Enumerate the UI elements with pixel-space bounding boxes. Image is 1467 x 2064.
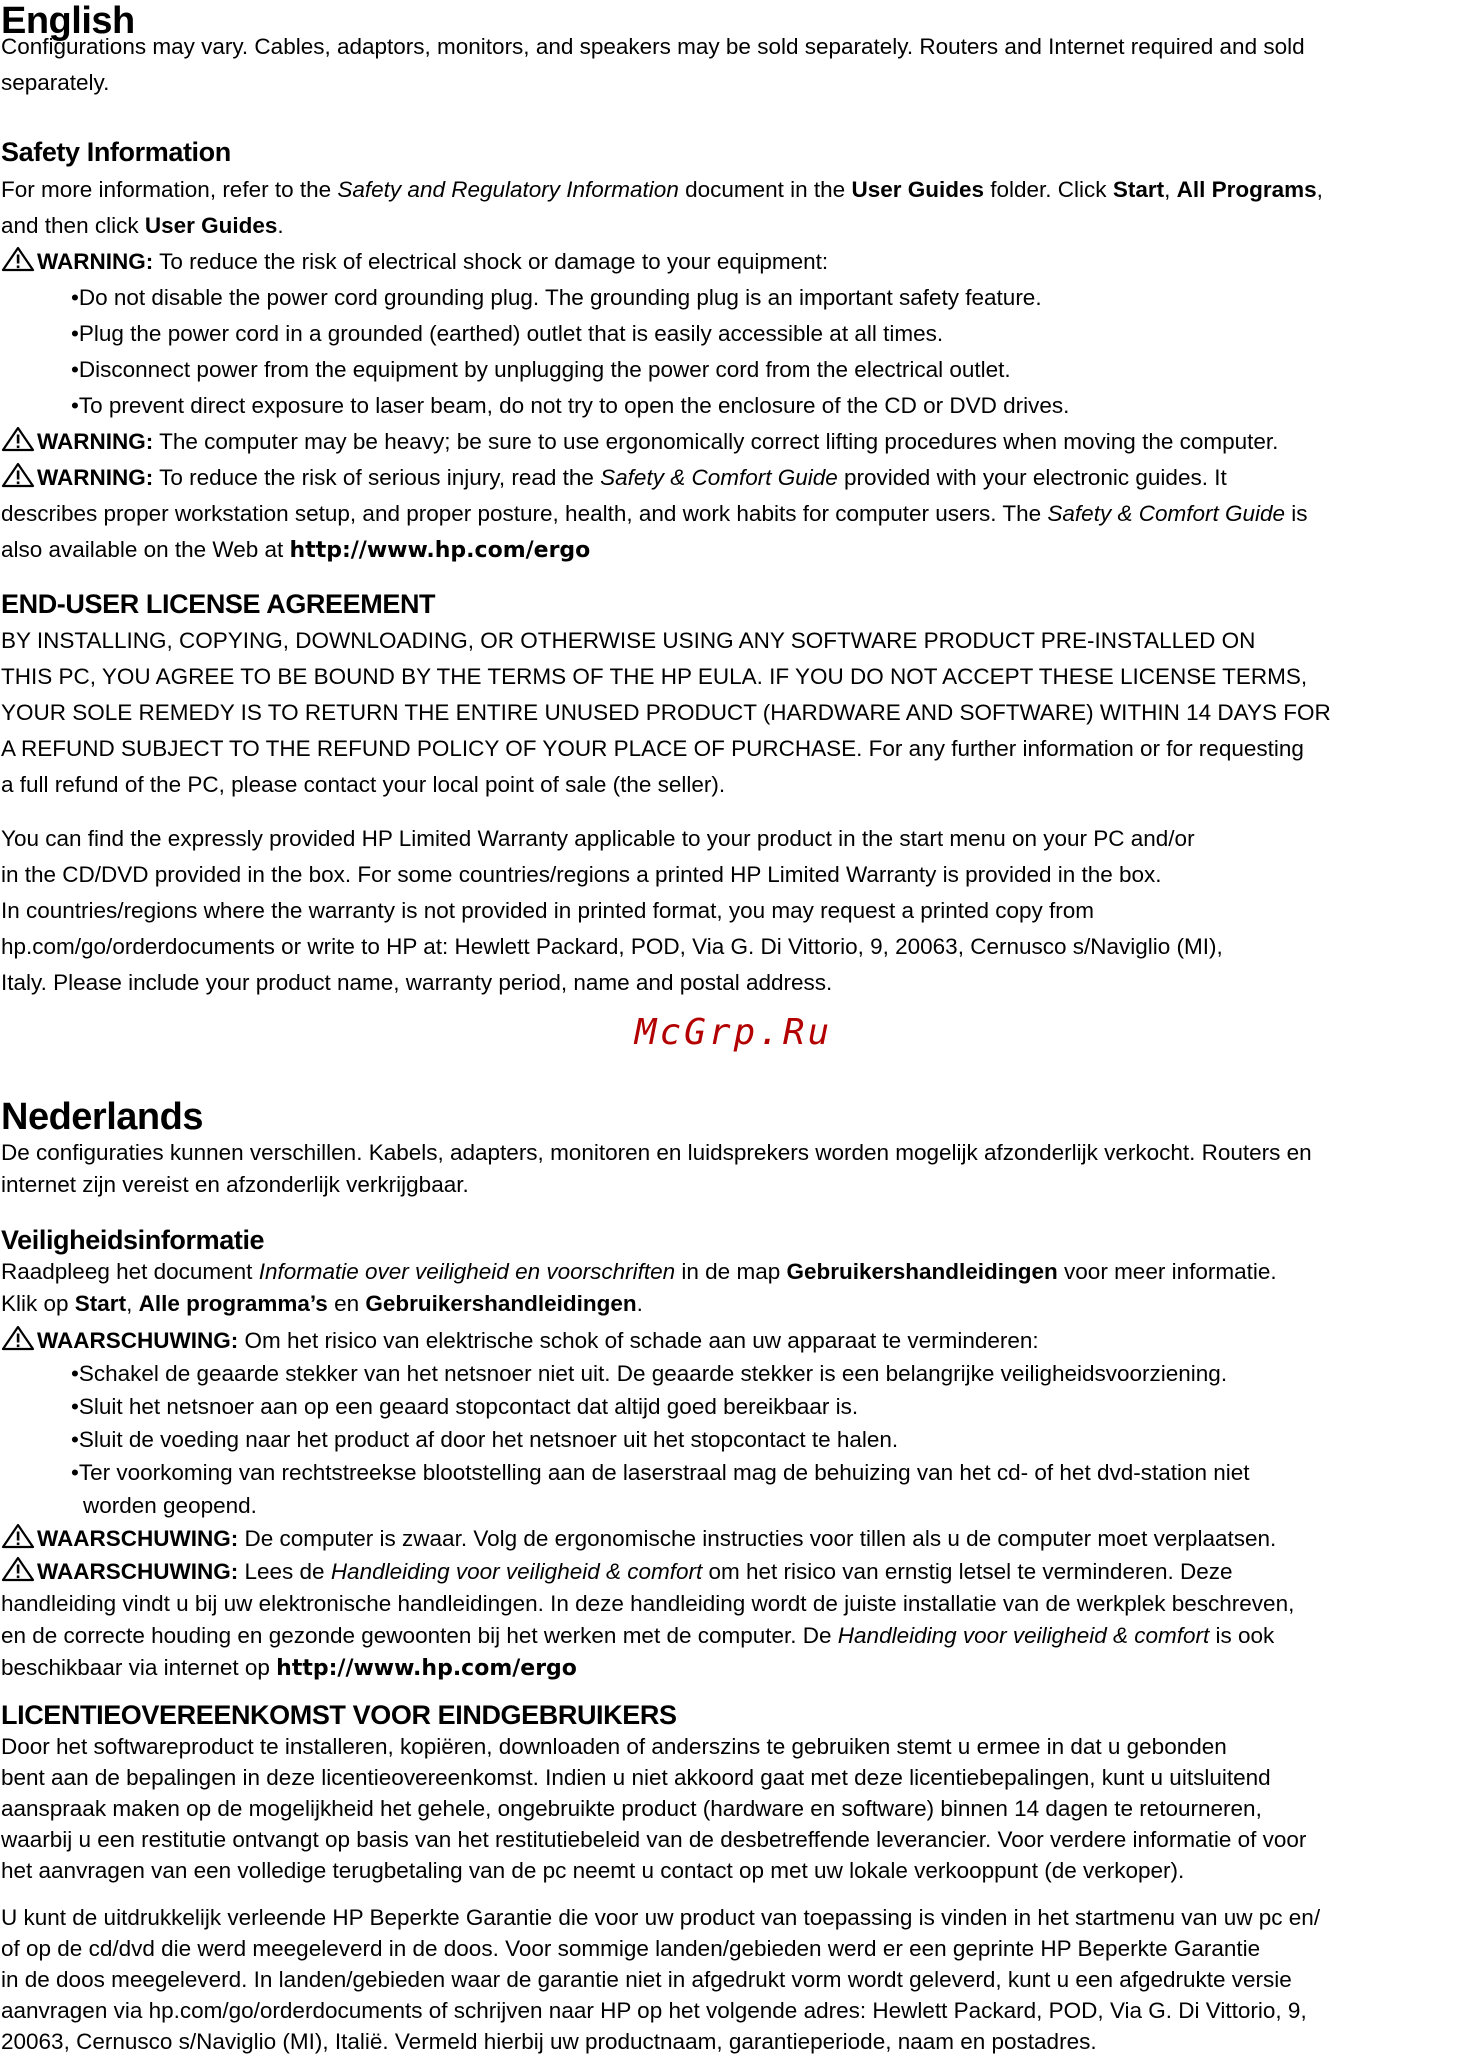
warning-3-cont2: en de correcte houding en gezonde gewoonten bij het werken met de computer. De Handleiding voor veiligheid & comfort is ook [1,1623,1275,1648]
warning-2: WAARSCHUWING: De computer is zwaar. Volg de ergonomische instructies voor tillen als u de computer moet verplaatsen. [1,1522,1467,1556]
warranty-line: In countries/regions where the warranty is not provided in printed format, you may request a printed copy from [1,898,1095,923]
bullet-item: •Sluit de voeding naar het product af door het netsnoer uit het stopcontact te halen. [71,1427,899,1452]
warning-3: WAARSCHUWING: Lees de Handleiding voor veiligheid & comfort om het risico van ernstig letsel te verminderen. Deze [1,1556,1467,1588]
eula-line: waarbij u een restitutie ontvangt op basis van het restitutiebeleid van de desbetreffende leverancier. Voor verdere informatie of voor [1,1827,1307,1852]
warning-1: WAARSCHUWING: Om het risico van elektrische schok of schade aan uw apparaat te verminderen: [1,1324,1467,1357]
eula-line: bent aan de bepalingen in deze licentieovereenkomst. Indien u niet akkoord gaat met deze licentiebepalingen, kunt u uitsluitend [1,1765,1271,1790]
eula-line: A REFUND SUBJECT TO THE REFUND POLICY OF YOUR PLACE OF PURCHASE. For any further information or for requesting [1,736,1304,761]
section-heading-english: English [1,0,135,42]
english-body [1,29,1467,101]
warranty-line: of op de cd/dvd die werd meegeleverd in de doos. Voor sommige landen/gebieden werd er een geprinte HP Beperkte Garantie [1,1936,1261,1961]
bullet-item: •Do not disable the power cord grounding plug. The grounding plug is an important safety feature. [71,285,1042,310]
warning-3-cont: describes proper workstation setup, and proper posture, health, and work habits for computer users. The Safety & Comfort Guide is [1,501,1308,526]
warning-2: WARNING: The computer may be heavy; be sure to use ergonomically correct lifting procedures when moving the computer. [1,424,1467,460]
warranty-line: Italy. Please include your product name, warranty period, name and postal address. [1,970,833,995]
warning-icon [1,1523,37,1549]
bullet-item: •Schakel de geaarde stekker van het netsnoer niet uit. De geaarde stekker is een belangrijke veiligheidsvoorziening. [71,1361,1228,1386]
safety-line-1: For more information, refer to the Safety and Regulatory Information document in the User Guides folder. Click Start, All Programs, [1,177,1323,202]
eula-heading: END-USER LICENSE AGREEMENT [1,589,436,619]
safety-body [1,172,1467,569]
warranty-line: aanvragen via hp.com/go/orderdocuments of schrijven naar HP op het volgende adres: Hewlett Packard, POD, Via G. Di Vittorio, 9, [1,1998,1307,2023]
eula-body-nl [1,1731,1467,1886]
intro-text: De configuraties kunnen verschillen. Kabels, adapters, monitoren en luidsprekers worden mogelijk afzonderlijk verkocht. Routers en [1,1140,1312,1165]
eula-line: aanspraak maken op de mogelijkheid het gehele, ongebruikte product (hardware en software) binnen 14 dagen te retourneren, [1,1796,1262,1821]
safety-body-nl [1,1256,1467,1685]
section-heading-nederlands: Nederlands [1,1096,203,1138]
eula-heading-nl: LICENTIEOVEREENKOMST VOOR EINDGEBRUIKERS [1,1700,677,1730]
bullet-item: •To prevent direct exposure to laser beam, do not try to open the enclosure of the CD or DVD drives. [71,393,1070,418]
watermark: McGrp.Ru [634,1012,833,1053]
bullet-item: •Sluit het netsnoer aan op een geaard stopcontact dat altijd goed bereikbaar is. [71,1394,859,1419]
intro-text-cont: separately. [1,70,110,95]
warning-icon [1,426,37,452]
warning-icon [1,246,37,272]
warranty-line: hp.com/go/orderdocuments or write to HP at: Hewlett Packard, POD, Via G. Di Vittorio, 9, 20063, Cernusco s/Naviglio (MI), [1,934,1223,959]
warranty-line: 20063, Cernusco s/Naviglio (MI), Italië. Vermeld hierbij uw productnaam, garantieperiode, naam en postadres. [1,2029,1097,2054]
safety-line-1: Raadpleeg het document Informatie over veiligheid en voorschriften in de map Gebruikershandleidingen voor meer informatie. [1,1259,1277,1284]
bullet-item: •Disconnect power from the equipment by unplugging the power cord from the electrical outlet. [71,357,1011,382]
bullet-item: •Plug the power cord in a grounded (earthed) outlet that is easily accessible at all times. [71,321,944,346]
safety-heading-nl: Veiligheidsinformatie [1,1225,265,1255]
warning-3-cont3: beschikbaar via internet op http://www.hp.com/ergo [1,1655,577,1681]
warning-3-cont2: also available on the Web at http://www.hp.com/ergo [1,537,591,563]
warranty-line: U kunt de uitdrukkelijk verleende HP Beperkte Garantie die voor uw product van toepassing is vinden in het startmenu van uw pc en/ [1,1905,1321,1930]
bullet-item-cont: worden geopend. [83,1493,257,1518]
eula-line: a full refund of the PC, please contact your local point of sale (the seller). [1,772,726,797]
warranty-body [1,821,1467,1001]
ergo-link[interactable]: http://www.hp.com/ergo [289,538,591,563]
eula-line: het aanvragen van een volledige terugbetaling van de pc neemt u contact op met uw lokale verkooppunt (de verkoper). [1,1858,1185,1883]
eula-body [1,623,1467,803]
bullet-item: •Ter voorkoming van rechtstreekse blootstelling aan de laserstraal mag de behuizing van het cd- of het dvd-station niet [71,1460,1250,1485]
safety-line-2: and then click User Guides. [1,213,284,238]
warning-icon [1,462,37,488]
nederlands-body [1,1137,1467,1201]
warning-1: WARNING: To reduce the risk of electrical shock or damage to your equipment: [1,244,1467,280]
safety-heading: Safety Information [1,137,231,167]
warranty-line: in de doos meegeleverd. In landen/gebieden waar de garantie niet in afgedrukt vorm wordt geleverd, kunt u een afgedrukte versie [1,1967,1292,1992]
ergo-link[interactable]: http://www.hp.com/ergo [276,1656,577,1681]
eula-line: BY INSTALLING, COPYING, DOWNLOADING, OR OTHERWISE USING ANY SOFTWARE PRODUCT PRE-INSTALLED ON [1,628,1256,653]
warning-icon [1,1556,37,1582]
intro-text-cont: internet zijn vereist en afzonderlijk verkrijgbaar. [1,1172,469,1197]
warranty-line: You can find the expressly provided HP Limited Warranty applicable to your product in the start menu on your PC and/or [1,826,1195,851]
warning-3: WARNING: To reduce the risk of serious injury, read the Safety & Comfort Guide provided with your electronic guides. It [1,460,1467,496]
eula-line: Door het softwareproduct te installeren, kopiëren, downloaden of anderszins te gebruiken stemt u ermee in dat u gebonden [1,1734,1227,1759]
warning-icon [1,1325,37,1351]
warning-3-cont: handleiding vindt u bij uw elektronische handleidingen. In deze handleiding wordt de juiste installatie van de werkplek beschreven, [1,1591,1295,1616]
warranty-line: in the CD/DVD provided in the box. For some countries/regions a printed HP Limited Warranty is provided in the box. [1,862,1162,887]
safety-line-2: Klik op Start, Alle programma’s en Gebruikershandleidingen. [1,1291,643,1316]
warranty-body-nl [1,1902,1467,2057]
intro-text: Configurations may vary. Cables, adaptors, monitors, and speakers may be sold separately. Routers and Internet required and sold [1,34,1305,59]
eula-line: THIS PC, YOU AGREE TO BE BOUND BY THE TERMS OF THE HP EULA. IF YOU DO NOT ACCEPT THESE LICENSE TERMS, [1,664,1308,689]
eula-line: YOUR SOLE REMEDY IS TO RETURN THE ENTIRE UNUSED PRODUCT (HARDWARE AND SOFTWARE) WITHIN 14 DAYS FOR [1,700,1331,725]
